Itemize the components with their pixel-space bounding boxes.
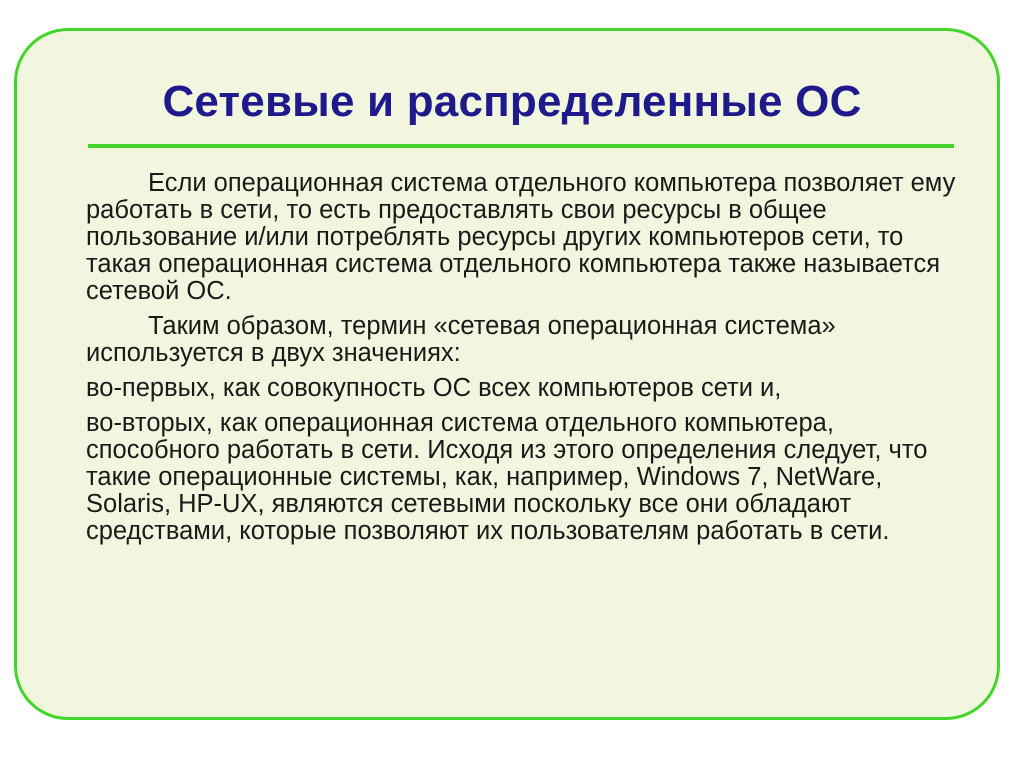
title-divider <box>88 144 954 148</box>
paragraph-first-meaning: во-первых, как совокупность ОС всех компьютеров сети и, <box>86 374 782 402</box>
slide-title: Сетевые и распределенные ОС <box>162 77 862 126</box>
slide-body <box>86 170 966 553</box>
paragraph-two-meanings: Таким образом, термин «сетевая операционная система» используется в двух значениях: <box>86 312 836 367</box>
paragraph-definition: Если операционная система отдельного компьютера позволяет ему работать в сети, то есть предоставлять свои ресурсы в общее пользование и/или потреблять ресурсы других компьютеров сети, то такая операционная система отдельного компьютера также называется сетевой ОС. <box>86 169 956 305</box>
paragraph-second-meaning: во-вторых, как операционная система отдельного компьютера, способного работать в сети. Исходя из этого определения следует, что такие операционные системы, как, например, Windows 7, NetWare, Solaris, HP-UX, являются сетевыми поскольку все они обладают средствами, которые позволяют их пользователям работать в сети. <box>86 409 928 545</box>
